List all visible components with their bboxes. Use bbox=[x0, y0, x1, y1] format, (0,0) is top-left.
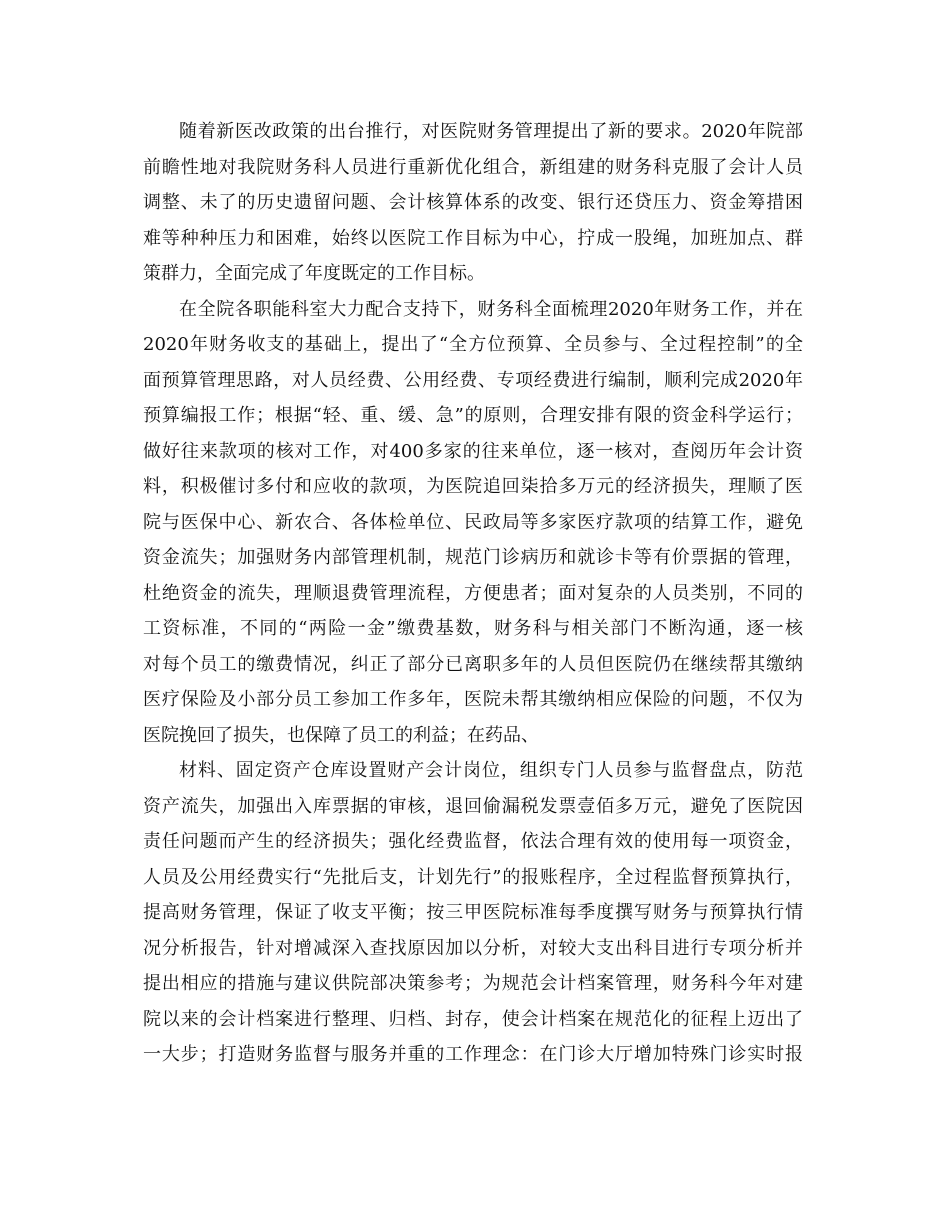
paragraph-line: 难等种种压力和困难，始终以医院工作目标为中心，拧成一股绳，加班加点、群 bbox=[143, 227, 803, 249]
paragraph-line: 医院挽回了损失，也保障了员工的利益；在药品、 bbox=[143, 724, 539, 746]
paragraph-line: 随着新医改政策的出台推行，对医院财务管理提出了新的要求。2020年院部 bbox=[179, 121, 803, 142]
paragraph-line: 医疗保险及小部分员工参加工作多年，医院未帮其缴纳相应保险的问题，不仅为 bbox=[143, 689, 803, 710]
paragraph-line: 前瞻性地对我院财务科人员进行重新优化组合，新组建的财务科克服了会计人员 bbox=[143, 156, 803, 178]
paragraph-3 bbox=[143, 753, 803, 1073]
paragraph-line: 对每个员工的缴费情况，纠正了部分已离职多年的人员但医院仍在继续帮其缴纳 bbox=[143, 653, 803, 675]
paragraph-line: 提出相应的措施与建议供院部决策参考；为规范会计档案管理，财务科今年对建 bbox=[143, 973, 803, 994]
paragraph-line: 资金流失；加强财务内部管理机制，规范门诊病历和就诊卡等有价票据的管理， bbox=[143, 547, 803, 568]
paragraph-line: 一大步；打造财务监督与服务并重的工作理念：在门诊大厅增加特殊门诊实时报 bbox=[143, 1044, 803, 1065]
document-body bbox=[143, 114, 803, 1073]
paragraph-line: 料，积极催讨多付和应收的款项，为医院追回柒拾多万元的经济损失，理顺了医 bbox=[143, 476, 803, 497]
paragraph-2 bbox=[143, 292, 803, 754]
paragraph-line: 院以来的会计档案进行整理、归档、封存，使会计档案在规范化的征程上迈出了 bbox=[143, 1008, 803, 1030]
paragraph-line: 调整、未了的历史遗留问题、会计核算体系的改变、银行还贷压力、资金筹措困 bbox=[143, 192, 803, 213]
paragraph-line: 责任问题而产生的经济损失；强化经费监督，依法合理有效的使用每一项资金， bbox=[143, 831, 803, 852]
paragraph-line: 况分析报告，针对增减深入查找原因加以分析，对较大支出科目进行专项分析并 bbox=[143, 937, 803, 959]
paragraph-line: 提高财务管理，保证了收支平衡；按三甲医院标准每季度撰写财务与预算执行情 bbox=[143, 902, 803, 923]
paragraph-line: 杜绝资金的流失，理顺退费管理流程，方便患者；面对复杂的人员类别，不同的 bbox=[143, 582, 803, 604]
paragraph-line: 工资标准，不同的“两险一金”缴费基数，财务科与相关部门不断沟通，逐一核 bbox=[143, 618, 803, 639]
paragraph-line: 资产流失，加强出入库票据的审核，退回偷漏税发票壹佰多万元，避免了医院因 bbox=[143, 795, 803, 817]
paragraph-line: 材料、固定资产仓库设置财产会计岗位，组织专门人员参与监督盘点，防范 bbox=[179, 760, 803, 781]
paragraph-line: 策群力，全面完成了年度既定的工作目标。 bbox=[143, 263, 485, 284]
paragraph-line: 院与医保中心、新农合、各体检单位、民政局等多家医疗款项的结算工作，避免 bbox=[143, 511, 803, 533]
paragraph-line: 面预算管理思路，对人员经费、公用经费、专项经费进行编制，顺利完成2020年 bbox=[143, 369, 803, 391]
paragraph-line: 2020年财务收支的基础上，提出了“全方位预算、全员参与、全过程控制”的全 bbox=[143, 334, 803, 355]
paragraph-1 bbox=[143, 114, 803, 292]
paragraph-line: 在全院各职能科室大力配合支持下，财务科全面梳理2020年财务工作，并在 bbox=[179, 298, 803, 320]
paragraph-line: 做好往来款项的核对工作，对400多家的往来单位，逐一核对，查阅历年会计资 bbox=[143, 440, 803, 462]
paragraph-line: 人员及公用经费实行“先批后支，计划先行”的报账程序，全过程监督预算执行， bbox=[143, 866, 803, 888]
paragraph-line: 预算编报工作；根据“轻、重、缓、急”的原则，合理安排有限的资金科学运行； bbox=[143, 405, 803, 426]
